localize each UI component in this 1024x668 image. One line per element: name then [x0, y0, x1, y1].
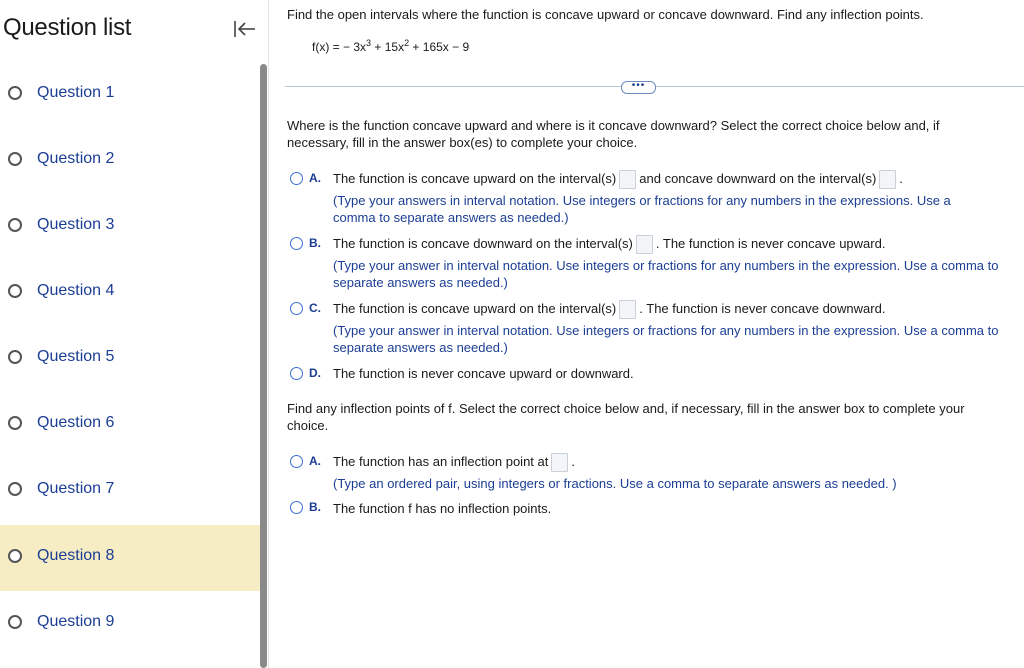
part1-question: Where is the function concave upward and where is it concave downward? Select the correct choice below and, if necessary, fill in the answer box(es) to complete your choice.	[287, 118, 940, 150]
question-label: Question 7	[37, 480, 115, 497]
question-list-sidebar	[0, 0, 269, 668]
question-item-2[interactable]	[0, 128, 260, 194]
question-status-icon	[8, 218, 22, 232]
collapse-left-icon	[232, 18, 258, 40]
inflection-choice-b-text: The function f has no inflection points.	[333, 501, 552, 516]
inflection-choice-a-radio[interactable]	[290, 455, 303, 468]
question-item-9[interactable]	[0, 591, 260, 657]
answer-box-inflection-point[interactable]	[551, 453, 568, 472]
part2-question: Find any inflection points of f. Select the correct choice below and, if necessary, fill in the answer box to complete your choice.	[287, 401, 965, 433]
choice-text: and concave downward on the interval(s)	[639, 170, 877, 186]
choice-text: . The function is never concave downward.	[639, 300, 886, 316]
collapse-sidebar-button[interactable]	[232, 18, 258, 40]
question-item-6[interactable]	[0, 392, 260, 458]
choice-text: The function is concave upward on the interval(s)	[333, 300, 617, 316]
question-label: Question 4	[37, 282, 115, 299]
answer-box-concave-down[interactable]	[636, 235, 653, 254]
answer-box-concave-up[interactable]	[619, 300, 636, 319]
choice-a-radio[interactable]	[290, 172, 303, 185]
sidebar-scrollbar[interactable]	[260, 64, 267, 668]
problem-prompt: Find the open intervals where the function is concave upward or concave downward. Find any inflection points.	[287, 7, 924, 22]
choice-text: . The function is never concave upward.	[655, 235, 886, 251]
question-status-icon	[8, 350, 22, 364]
question-status-icon	[8, 615, 22, 629]
inflection-choice-a-letter: A.	[309, 454, 321, 468]
question-item-8[interactable]	[0, 525, 260, 591]
question-label: Question 3	[37, 216, 115, 233]
question-status-icon	[8, 549, 22, 563]
question-item-3[interactable]	[0, 194, 260, 260]
question-status-icon	[8, 284, 22, 298]
choice-text: .	[899, 170, 903, 186]
exponent: 2	[404, 38, 410, 48]
inflection-choice-a-text	[333, 453, 575, 472]
choice-a-letter: A.	[309, 171, 321, 185]
choice-text: The function is concave upward on the interval(s)	[333, 170, 617, 186]
answer-box-concave-up[interactable]	[619, 170, 636, 189]
choice-d-letter: D.	[309, 366, 321, 380]
choice-c-hint: (Type your answer in interval notation. Use integers or fractions for any numbers in the expression. Use a comma to separate answers as needed.)	[333, 323, 999, 355]
question-item-4[interactable]	[0, 260, 260, 326]
question-status-icon	[8, 482, 22, 496]
choice-d-text: The function is never concave upward or downward.	[333, 366, 634, 381]
question-item-1[interactable]	[0, 62, 260, 128]
function-term: + 165x − 9	[409, 40, 470, 54]
question-label: Question 5	[37, 348, 115, 365]
choice-c-radio[interactable]	[290, 302, 303, 315]
question-item-7[interactable]	[0, 458, 260, 524]
choice-text: The function is concave downward on the interval(s)	[333, 235, 633, 251]
question-item-5[interactable]	[0, 326, 260, 392]
function-expression	[312, 40, 469, 54]
choice-b-radio[interactable]	[290, 237, 303, 250]
choice-text: The function has an inflection point at	[333, 453, 549, 469]
choice-a-text	[333, 170, 903, 189]
question-label: Question 1	[37, 84, 115, 101]
question-status-icon	[8, 86, 22, 100]
question-label: Question 8	[37, 547, 115, 564]
inflection-choice-b-letter: B.	[309, 500, 321, 514]
answer-box-concave-down[interactable]	[879, 170, 896, 189]
function-term: + 15x	[371, 40, 405, 54]
choice-a-hint: (Type your answers in interval notation. Use integers or fractions for any numbers in the expressions. Use a comma to separate answers as needed.)	[333, 193, 951, 225]
choice-c-letter: C.	[309, 301, 321, 315]
choice-b-letter: B.	[309, 236, 321, 250]
choice-c-text	[333, 300, 885, 319]
choice-b-text	[333, 235, 885, 254]
question-label: Question 9	[37, 613, 115, 630]
question-label: Question 6	[37, 414, 115, 431]
inflection-choice-b-radio[interactable]	[290, 501, 303, 514]
exponent: 3	[366, 38, 372, 48]
question-status-icon	[8, 152, 22, 166]
choice-d-radio[interactable]	[290, 367, 303, 380]
choice-text: .	[571, 453, 575, 469]
question-status-icon	[8, 416, 22, 430]
question-label: Question 2	[37, 150, 115, 167]
inflection-choice-a-hint: (Type an ordered pair, using integers or fractions. Use a comma to separate answers as needed. )	[333, 476, 897, 491]
question-panel	[270, 0, 1024, 668]
sidebar-title: Question list	[3, 14, 132, 41]
function-term: f(x) = − 3x	[312, 40, 367, 54]
expand-more-button[interactable]: •••	[621, 81, 656, 94]
choice-b-hint: (Type your answer in interval notation. Use integers or fractions for any numbers in the expression. Use a comma to separate answers as needed.)	[333, 258, 999, 290]
